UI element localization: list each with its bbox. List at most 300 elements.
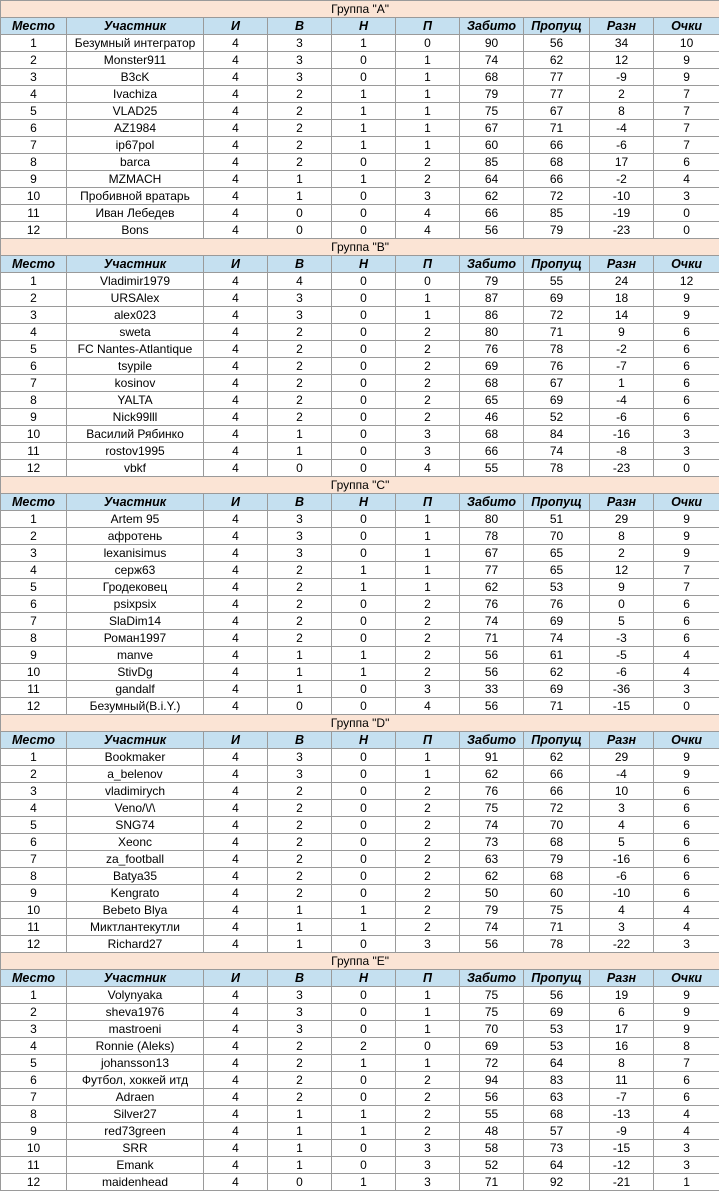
- cell-participant: SRR: [67, 1140, 204, 1157]
- cell-draws: 0: [332, 426, 396, 443]
- cell-place: 5: [1, 1055, 67, 1072]
- cell-losses: 2: [396, 800, 460, 817]
- cell-wins: 2: [268, 409, 332, 426]
- cell-participant: red73green: [67, 1123, 204, 1140]
- cell-goals-against: 64: [524, 1055, 590, 1072]
- cell-losses: 3: [396, 681, 460, 698]
- cell-wins: 2: [268, 1072, 332, 1089]
- cell-goal-diff: -2: [590, 341, 654, 358]
- cell-goals-against: 85: [524, 205, 590, 222]
- cell-goals-for: 56: [460, 936, 524, 953]
- cell-place: 1: [1, 511, 67, 528]
- cell-goal-diff: -19: [590, 205, 654, 222]
- cell-goals-against: 53: [524, 1038, 590, 1055]
- cell-goal-diff: 4: [590, 817, 654, 834]
- table-row: [1, 885, 719, 902]
- table-row: [1, 749, 719, 766]
- cell-place: 11: [1, 443, 67, 460]
- cell-place: 2: [1, 528, 67, 545]
- table-row: [1, 1055, 719, 1072]
- cell-losses: 2: [396, 409, 460, 426]
- cell-goals-against: 78: [524, 341, 590, 358]
- cell-participant: Monster911: [67, 52, 204, 69]
- cell-participant: johansson13: [67, 1055, 204, 1072]
- cell-points: 6: [654, 834, 719, 851]
- cell-goals-against: 65: [524, 545, 590, 562]
- cell-draws: 1: [332, 664, 396, 681]
- cell-goals-against: 55: [524, 273, 590, 290]
- cell-goal-diff: -15: [590, 1140, 654, 1157]
- cell-participant: Silver27: [67, 1106, 204, 1123]
- cell-participant: Безумный интегратор: [67, 35, 204, 52]
- cell-goal-diff: -4: [590, 392, 654, 409]
- cell-goals-against: 57: [524, 1123, 590, 1140]
- cell-goals-against: 53: [524, 1021, 590, 1038]
- cell-games: 4: [204, 341, 268, 358]
- cell-goals-against: 70: [524, 817, 590, 834]
- cell-participant: Emank: [67, 1157, 204, 1174]
- cell-wins: 0: [268, 205, 332, 222]
- table-row: [1, 664, 719, 681]
- cell-place: 9: [1, 409, 67, 426]
- cell-losses: 2: [396, 1123, 460, 1140]
- cell-participant: MZMACH: [67, 171, 204, 188]
- table-row: [1, 902, 719, 919]
- cell-points: 4: [654, 919, 719, 936]
- cell-goal-diff: 5: [590, 834, 654, 851]
- cell-participant: manve: [67, 647, 204, 664]
- cell-place: 2: [1, 1004, 67, 1021]
- cell-points: 6: [654, 800, 719, 817]
- cell-wins: 1: [268, 443, 332, 460]
- cell-participant: barca: [67, 154, 204, 171]
- group-title: Группа "E": [1, 953, 719, 970]
- cell-goal-diff: -9: [590, 1123, 654, 1140]
- group-title: Группа "B": [1, 239, 719, 256]
- column-header-participant: Участник: [67, 970, 204, 987]
- cell-wins: 3: [268, 511, 332, 528]
- column-header-draws: Н: [332, 494, 396, 511]
- cell-goals-against: 69: [524, 392, 590, 409]
- column-header-losses: П: [396, 18, 460, 35]
- cell-goal-diff: 29: [590, 511, 654, 528]
- column-header-points: Очки: [654, 256, 719, 273]
- cell-participant: kosinov: [67, 375, 204, 392]
- cell-games: 4: [204, 1157, 268, 1174]
- cell-losses: 2: [396, 868, 460, 885]
- column-header-place: Место: [1, 970, 67, 987]
- cell-losses: 1: [396, 511, 460, 528]
- column-header-row: [1, 494, 719, 511]
- cell-games: 4: [204, 987, 268, 1004]
- group-title: Группа "A": [1, 1, 719, 18]
- cell-points: 6: [654, 596, 719, 613]
- table-row: [1, 766, 719, 783]
- cell-goals-for: 67: [460, 545, 524, 562]
- cell-points: 6: [654, 868, 719, 885]
- cell-points: 6: [654, 392, 719, 409]
- cell-place: 2: [1, 52, 67, 69]
- cell-games: 4: [204, 817, 268, 834]
- cell-place: 4: [1, 86, 67, 103]
- cell-wins: 4: [268, 273, 332, 290]
- cell-wins: 1: [268, 664, 332, 681]
- cell-games: 4: [204, 273, 268, 290]
- cell-goals-for: 74: [460, 613, 524, 630]
- cell-goals-for: 78: [460, 528, 524, 545]
- cell-place: 1: [1, 273, 67, 290]
- cell-wins: 3: [268, 52, 332, 69]
- cell-draws: 0: [332, 800, 396, 817]
- cell-participant: mastroeni: [67, 1021, 204, 1038]
- cell-draws: 1: [332, 1055, 396, 1072]
- column-header-goals-against: Пропущ: [524, 732, 590, 749]
- table-row: [1, 375, 719, 392]
- table-row: [1, 783, 719, 800]
- cell-goals-for: 62: [460, 579, 524, 596]
- cell-place: 12: [1, 936, 67, 953]
- cell-wins: 1: [268, 426, 332, 443]
- cell-games: 4: [204, 919, 268, 936]
- cell-points: 6: [654, 1089, 719, 1106]
- cell-points: 9: [654, 511, 719, 528]
- cell-wins: 3: [268, 69, 332, 86]
- column-header-games: И: [204, 732, 268, 749]
- cell-goals-against: 66: [524, 783, 590, 800]
- cell-games: 4: [204, 681, 268, 698]
- cell-goal-diff: 17: [590, 154, 654, 171]
- cell-points: 3: [654, 443, 719, 460]
- cell-participant: vbkf: [67, 460, 204, 477]
- cell-games: 4: [204, 1106, 268, 1123]
- cell-place: 12: [1, 460, 67, 477]
- cell-draws: 0: [332, 1021, 396, 1038]
- cell-place: 6: [1, 120, 67, 137]
- cell-games: 4: [204, 205, 268, 222]
- cell-goals-for: 76: [460, 783, 524, 800]
- cell-games: 4: [204, 1123, 268, 1140]
- cell-points: 9: [654, 545, 719, 562]
- cell-goal-diff: -6: [590, 664, 654, 681]
- cell-goals-against: 77: [524, 86, 590, 103]
- cell-place: 12: [1, 222, 67, 239]
- cell-wins: 1: [268, 1123, 332, 1140]
- cell-points: 0: [654, 460, 719, 477]
- cell-goals-for: 79: [460, 86, 524, 103]
- cell-goals-for: 62: [460, 766, 524, 783]
- cell-goals-against: 56: [524, 35, 590, 52]
- cell-wins: 2: [268, 358, 332, 375]
- table-row: [1, 103, 719, 120]
- table-row: [1, 851, 719, 868]
- cell-goal-diff: -6: [590, 409, 654, 426]
- cell-points: 9: [654, 290, 719, 307]
- cell-points: 7: [654, 120, 719, 137]
- cell-games: 4: [204, 511, 268, 528]
- cell-participant: Batya35: [67, 868, 204, 885]
- cell-place: 6: [1, 1072, 67, 1089]
- cell-games: 4: [204, 800, 268, 817]
- cell-games: 4: [204, 647, 268, 664]
- cell-losses: 2: [396, 358, 460, 375]
- cell-losses: 2: [396, 596, 460, 613]
- cell-losses: 1: [396, 52, 460, 69]
- cell-draws: 1: [332, 902, 396, 919]
- column-header-draws: Н: [332, 256, 396, 273]
- column-header-participant: Участник: [67, 494, 204, 511]
- cell-goals-for: 68: [460, 69, 524, 86]
- column-header-wins: В: [268, 256, 332, 273]
- cell-goals-against: 84: [524, 426, 590, 443]
- cell-goals-against: 74: [524, 443, 590, 460]
- cell-goal-diff: 18: [590, 290, 654, 307]
- cell-draws: 0: [332, 766, 396, 783]
- cell-draws: 1: [332, 120, 396, 137]
- cell-goals-against: 68: [524, 1106, 590, 1123]
- cell-goal-diff: -36: [590, 681, 654, 698]
- cell-goals-against: 70: [524, 528, 590, 545]
- cell-goal-diff: -10: [590, 188, 654, 205]
- cell-goals-for: 56: [460, 222, 524, 239]
- column-header-wins: В: [268, 970, 332, 987]
- cell-draws: 0: [332, 69, 396, 86]
- cell-goals-for: 56: [460, 647, 524, 664]
- cell-losses: 1: [396, 545, 460, 562]
- cell-wins: 0: [268, 460, 332, 477]
- cell-losses: 2: [396, 324, 460, 341]
- cell-goals-against: 66: [524, 766, 590, 783]
- cell-games: 4: [204, 936, 268, 953]
- cell-goal-diff: 17: [590, 1021, 654, 1038]
- cell-losses: 3: [396, 443, 460, 460]
- group-title-row: [1, 953, 719, 970]
- cell-goals-for: 77: [460, 562, 524, 579]
- cell-points: 6: [654, 613, 719, 630]
- cell-draws: 1: [332, 647, 396, 664]
- column-header-draws: Н: [332, 970, 396, 987]
- cell-draws: 1: [332, 562, 396, 579]
- cell-goal-diff: 19: [590, 987, 654, 1004]
- cell-participant: Richard27: [67, 936, 204, 953]
- cell-points: 4: [654, 171, 719, 188]
- table-row: [1, 35, 719, 52]
- cell-games: 4: [204, 783, 268, 800]
- cell-goals-against: 68: [524, 834, 590, 851]
- cell-games: 4: [204, 409, 268, 426]
- column-header-goal-diff: Разн: [590, 18, 654, 35]
- cell-points: 9: [654, 1004, 719, 1021]
- cell-points: 8: [654, 1038, 719, 1055]
- cell-participant: Adraen: [67, 1089, 204, 1106]
- cell-participant: a_belenov: [67, 766, 204, 783]
- cell-goal-diff: 9: [590, 579, 654, 596]
- cell-points: 9: [654, 987, 719, 1004]
- column-header-goal-diff: Разн: [590, 732, 654, 749]
- table-row: [1, 681, 719, 698]
- cell-draws: 0: [332, 290, 396, 307]
- cell-goal-diff: 16: [590, 1038, 654, 1055]
- cell-goals-for: 76: [460, 596, 524, 613]
- cell-participant: B3cK: [67, 69, 204, 86]
- cell-wins: 1: [268, 647, 332, 664]
- cell-points: 3: [654, 426, 719, 443]
- cell-games: 4: [204, 443, 268, 460]
- cell-place: 12: [1, 698, 67, 715]
- cell-wins: 2: [268, 1055, 332, 1072]
- cell-goals-for: 66: [460, 205, 524, 222]
- cell-points: 7: [654, 579, 719, 596]
- table-row: [1, 868, 719, 885]
- cell-goals-for: 74: [460, 52, 524, 69]
- column-header-draws: Н: [332, 732, 396, 749]
- cell-games: 4: [204, 69, 268, 86]
- cell-wins: 2: [268, 341, 332, 358]
- cell-games: 4: [204, 392, 268, 409]
- cell-wins: 2: [268, 154, 332, 171]
- table-row: [1, 86, 719, 103]
- cell-participant: ip67pol: [67, 137, 204, 154]
- cell-games: 4: [204, 307, 268, 324]
- cell-losses: 3: [396, 1140, 460, 1157]
- cell-wins: 3: [268, 987, 332, 1004]
- column-header-points: Очки: [654, 494, 719, 511]
- cell-wins: 2: [268, 324, 332, 341]
- cell-goal-diff: -6: [590, 868, 654, 885]
- table-row: [1, 528, 719, 545]
- cell-goals-against: 69: [524, 1004, 590, 1021]
- cell-goals-against: 71: [524, 698, 590, 715]
- cell-participant: URSAlex: [67, 290, 204, 307]
- cell-games: 4: [204, 188, 268, 205]
- column-header-draws: Н: [332, 18, 396, 35]
- cell-wins: 1: [268, 1106, 332, 1123]
- cell-wins: 3: [268, 1004, 332, 1021]
- cell-draws: 0: [332, 324, 396, 341]
- cell-draws: 0: [332, 834, 396, 851]
- cell-points: 7: [654, 137, 719, 154]
- cell-games: 4: [204, 1072, 268, 1089]
- column-header-wins: В: [268, 732, 332, 749]
- cell-participant: Футбол, хоккей итд: [67, 1072, 204, 1089]
- cell-goals-against: 67: [524, 103, 590, 120]
- cell-goals-for: 86: [460, 307, 524, 324]
- cell-goal-diff: -7: [590, 358, 654, 375]
- cell-goals-against: 72: [524, 188, 590, 205]
- cell-goal-diff: 3: [590, 800, 654, 817]
- table-row: [1, 698, 719, 715]
- cell-wins: 0: [268, 222, 332, 239]
- cell-place: 8: [1, 868, 67, 885]
- cell-draws: 0: [332, 307, 396, 324]
- cell-participant: Миктлантекутли: [67, 919, 204, 936]
- cell-goals-for: 75: [460, 987, 524, 1004]
- group-title-row: [1, 477, 719, 494]
- cell-goals-against: 62: [524, 749, 590, 766]
- cell-goals-against: 65: [524, 562, 590, 579]
- cell-wins: 2: [268, 579, 332, 596]
- cell-place: 7: [1, 375, 67, 392]
- cell-wins: 1: [268, 902, 332, 919]
- cell-place: 7: [1, 851, 67, 868]
- table-row: [1, 273, 719, 290]
- table-row: [1, 171, 719, 188]
- cell-games: 4: [204, 171, 268, 188]
- cell-goals-for: 73: [460, 834, 524, 851]
- cell-points: 4: [654, 664, 719, 681]
- cell-wins: 2: [268, 783, 332, 800]
- group-title-row: [1, 715, 719, 732]
- cell-points: 9: [654, 1021, 719, 1038]
- cell-goal-diff: 29: [590, 749, 654, 766]
- cell-goals-for: 74: [460, 919, 524, 936]
- cell-goals-for: 50: [460, 885, 524, 902]
- cell-goals-for: 56: [460, 1089, 524, 1106]
- cell-draws: 0: [332, 273, 396, 290]
- cell-losses: 1: [396, 528, 460, 545]
- cell-goals-for: 33: [460, 681, 524, 698]
- cell-losses: 2: [396, 1072, 460, 1089]
- cell-wins: 3: [268, 35, 332, 52]
- cell-goals-for: 71: [460, 630, 524, 647]
- cell-participant: za_football: [67, 851, 204, 868]
- cell-participant: StivDg: [67, 664, 204, 681]
- cell-draws: 1: [332, 103, 396, 120]
- cell-losses: 2: [396, 1106, 460, 1123]
- cell-place: 3: [1, 545, 67, 562]
- table-row: [1, 154, 719, 171]
- cell-wins: 2: [268, 562, 332, 579]
- cell-participant: Veno/\/\: [67, 800, 204, 817]
- cell-wins: 2: [268, 86, 332, 103]
- table-row: [1, 1089, 719, 1106]
- cell-place: 1: [1, 749, 67, 766]
- cell-goals-for: 68: [460, 426, 524, 443]
- cell-games: 4: [204, 52, 268, 69]
- cell-goal-diff: 11: [590, 1072, 654, 1089]
- cell-goals-for: 80: [460, 324, 524, 341]
- table-row: [1, 1004, 719, 1021]
- column-header-goal-diff: Разн: [590, 256, 654, 273]
- cell-place: 7: [1, 613, 67, 630]
- table-row: [1, 460, 719, 477]
- cell-goals-for: 66: [460, 443, 524, 460]
- cell-losses: 2: [396, 919, 460, 936]
- cell-losses: 2: [396, 783, 460, 800]
- cell-goal-diff: 12: [590, 52, 654, 69]
- cell-points: 3: [654, 936, 719, 953]
- cell-losses: 3: [396, 1157, 460, 1174]
- cell-draws: 1: [332, 579, 396, 596]
- cell-draws: 0: [332, 817, 396, 834]
- cell-goal-diff: 24: [590, 273, 654, 290]
- cell-losses: 2: [396, 613, 460, 630]
- cell-participant: psixpsix: [67, 596, 204, 613]
- cell-goals-for: 55: [460, 1106, 524, 1123]
- cell-goal-diff: -3: [590, 630, 654, 647]
- cell-place: 4: [1, 1038, 67, 1055]
- cell-draws: 1: [332, 919, 396, 936]
- cell-participant: Bebeto Blya: [67, 902, 204, 919]
- column-header-participant: Участник: [67, 256, 204, 273]
- cell-losses: 1: [396, 749, 460, 766]
- cell-games: 4: [204, 868, 268, 885]
- cell-goals-for: 71: [460, 1174, 524, 1191]
- cell-draws: 1: [332, 1106, 396, 1123]
- cell-losses: 3: [396, 426, 460, 443]
- column-header-losses: П: [396, 494, 460, 511]
- cell-draws: 0: [332, 596, 396, 613]
- cell-goals-for: 72: [460, 1055, 524, 1072]
